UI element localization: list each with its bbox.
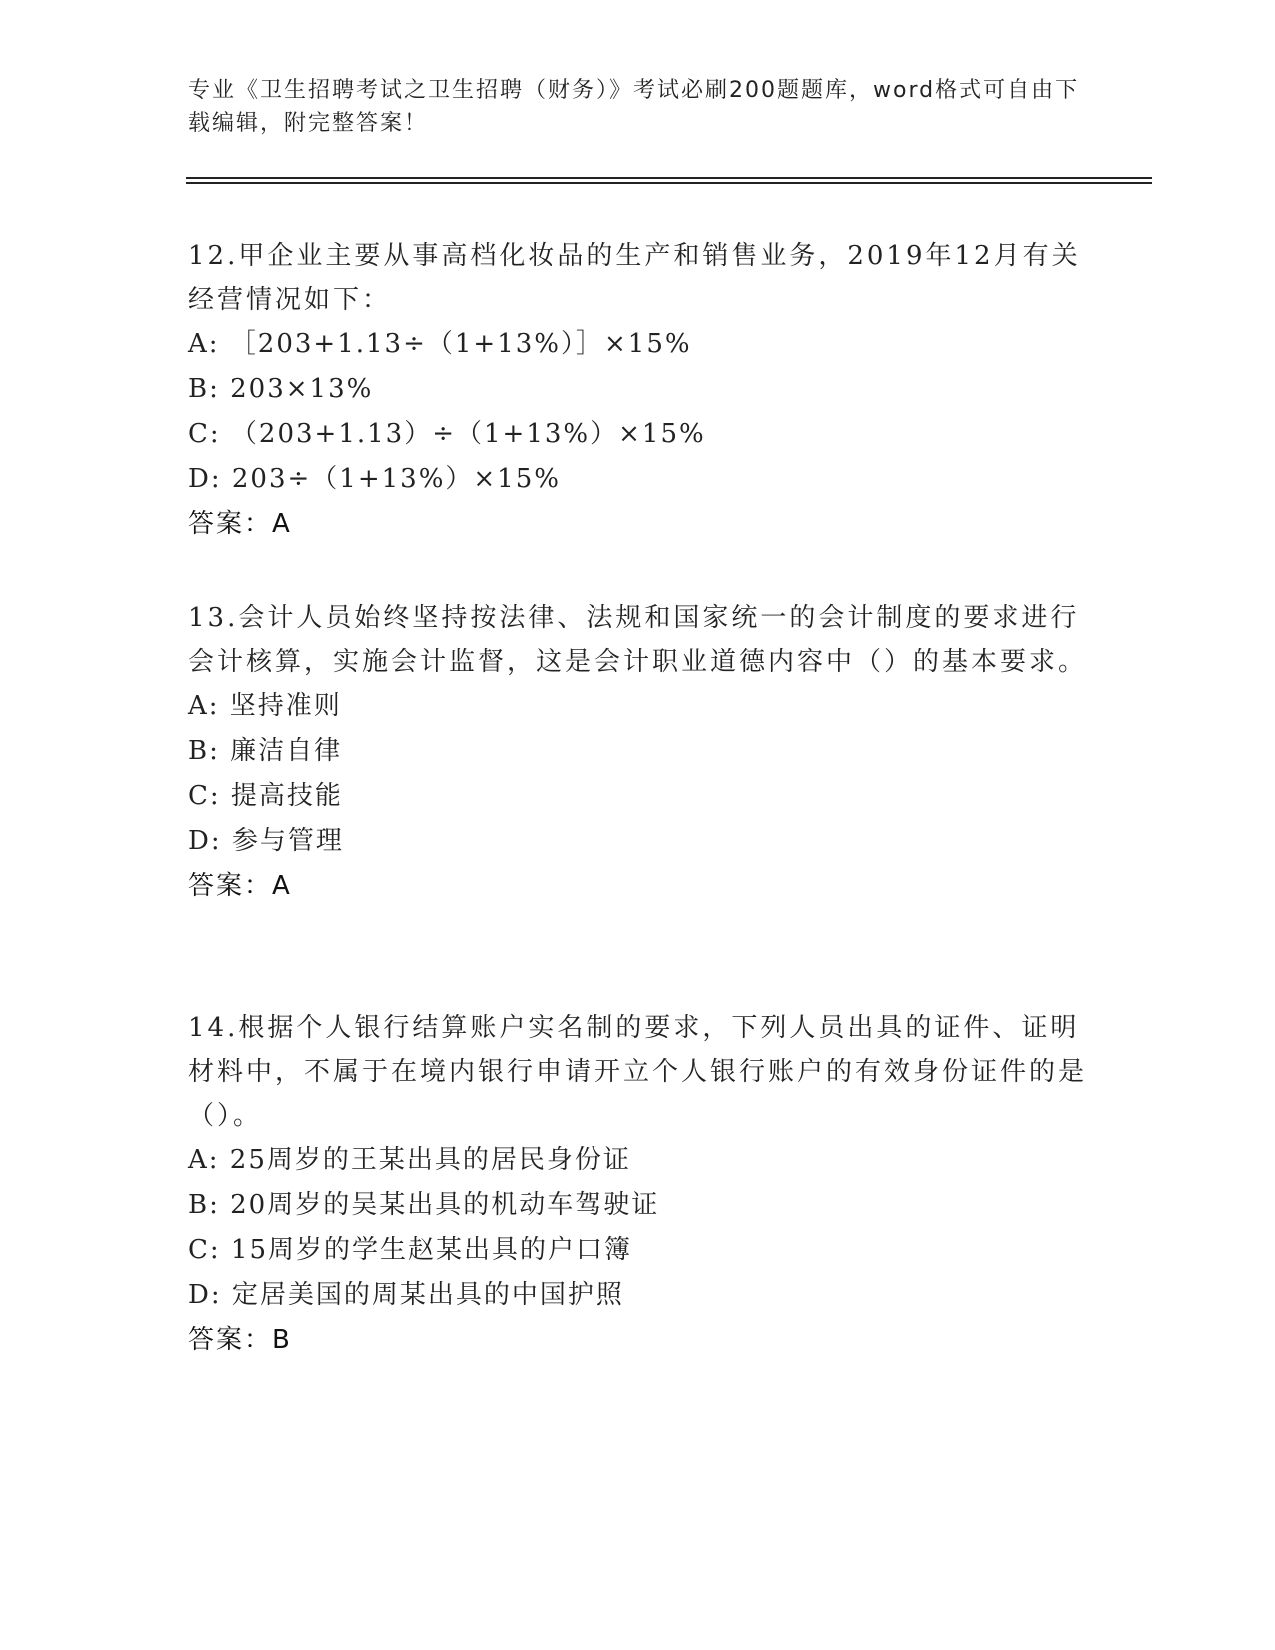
option-a: A: ［203+1.13÷（1+13%）］×15%: [188, 329, 692, 359]
option-b: B: 20周岁的吴某出具的机动车驾驶证: [188, 1190, 660, 1220]
option-b: B: 廉洁自律: [188, 736, 343, 766]
question-stem: 13.会计人员始终坚持按法律、法规和国家统一的会计制度的要求进行会计核算，实施会计监督，这是会计职业道德内容中（）的基本要求。: [188, 603, 1088, 677]
document-header: 专业《卫生招聘考试之卫生招聘（财务）》考试必刷200题题库，word格式可自由下载编辑，附完整答案！: [188, 78, 1080, 136]
answer-line: 答案：B: [188, 1325, 292, 1355]
option-d: D: 参与管理: [188, 826, 344, 856]
question-14: [188, 1006, 1088, 1363]
question-stem: 14.根据个人银行结算账户实名制的要求，下列人员出具的证件、证明材料中，不属于在境内银行申请开立个人银行账户的有效身份证件的是（）。: [188, 1013, 1088, 1131]
answer-line: 答案：A: [188, 871, 292, 901]
option-c: C: 15周岁的学生赵某出具的户口簿: [188, 1235, 633, 1265]
question-stem: 12.甲企业主要从事高档化妆品的生产和销售业务，2019年12月有关经营情况如下：: [188, 241, 1081, 315]
header-divider-top: [186, 177, 1152, 179]
option-c: C: 提高技能: [188, 781, 343, 811]
option-b: B: 203×13%: [188, 374, 374, 404]
question-13: [188, 596, 1088, 909]
answer-line: 答案：A: [188, 509, 292, 539]
header-divider-bottom: [186, 182, 1152, 184]
option-c: C: （203+1.13）÷（1+13%）×15%: [188, 419, 706, 449]
option-d: D: 定居美国的周某出具的中国护照: [188, 1280, 624, 1310]
option-d: D: 203÷（1+13%）×15%: [188, 464, 561, 494]
option-a: A: 坚持准则: [188, 691, 342, 721]
question-12: [188, 234, 1088, 547]
option-a: A: 25周岁的王某出具的居民身份证: [188, 1145, 631, 1175]
